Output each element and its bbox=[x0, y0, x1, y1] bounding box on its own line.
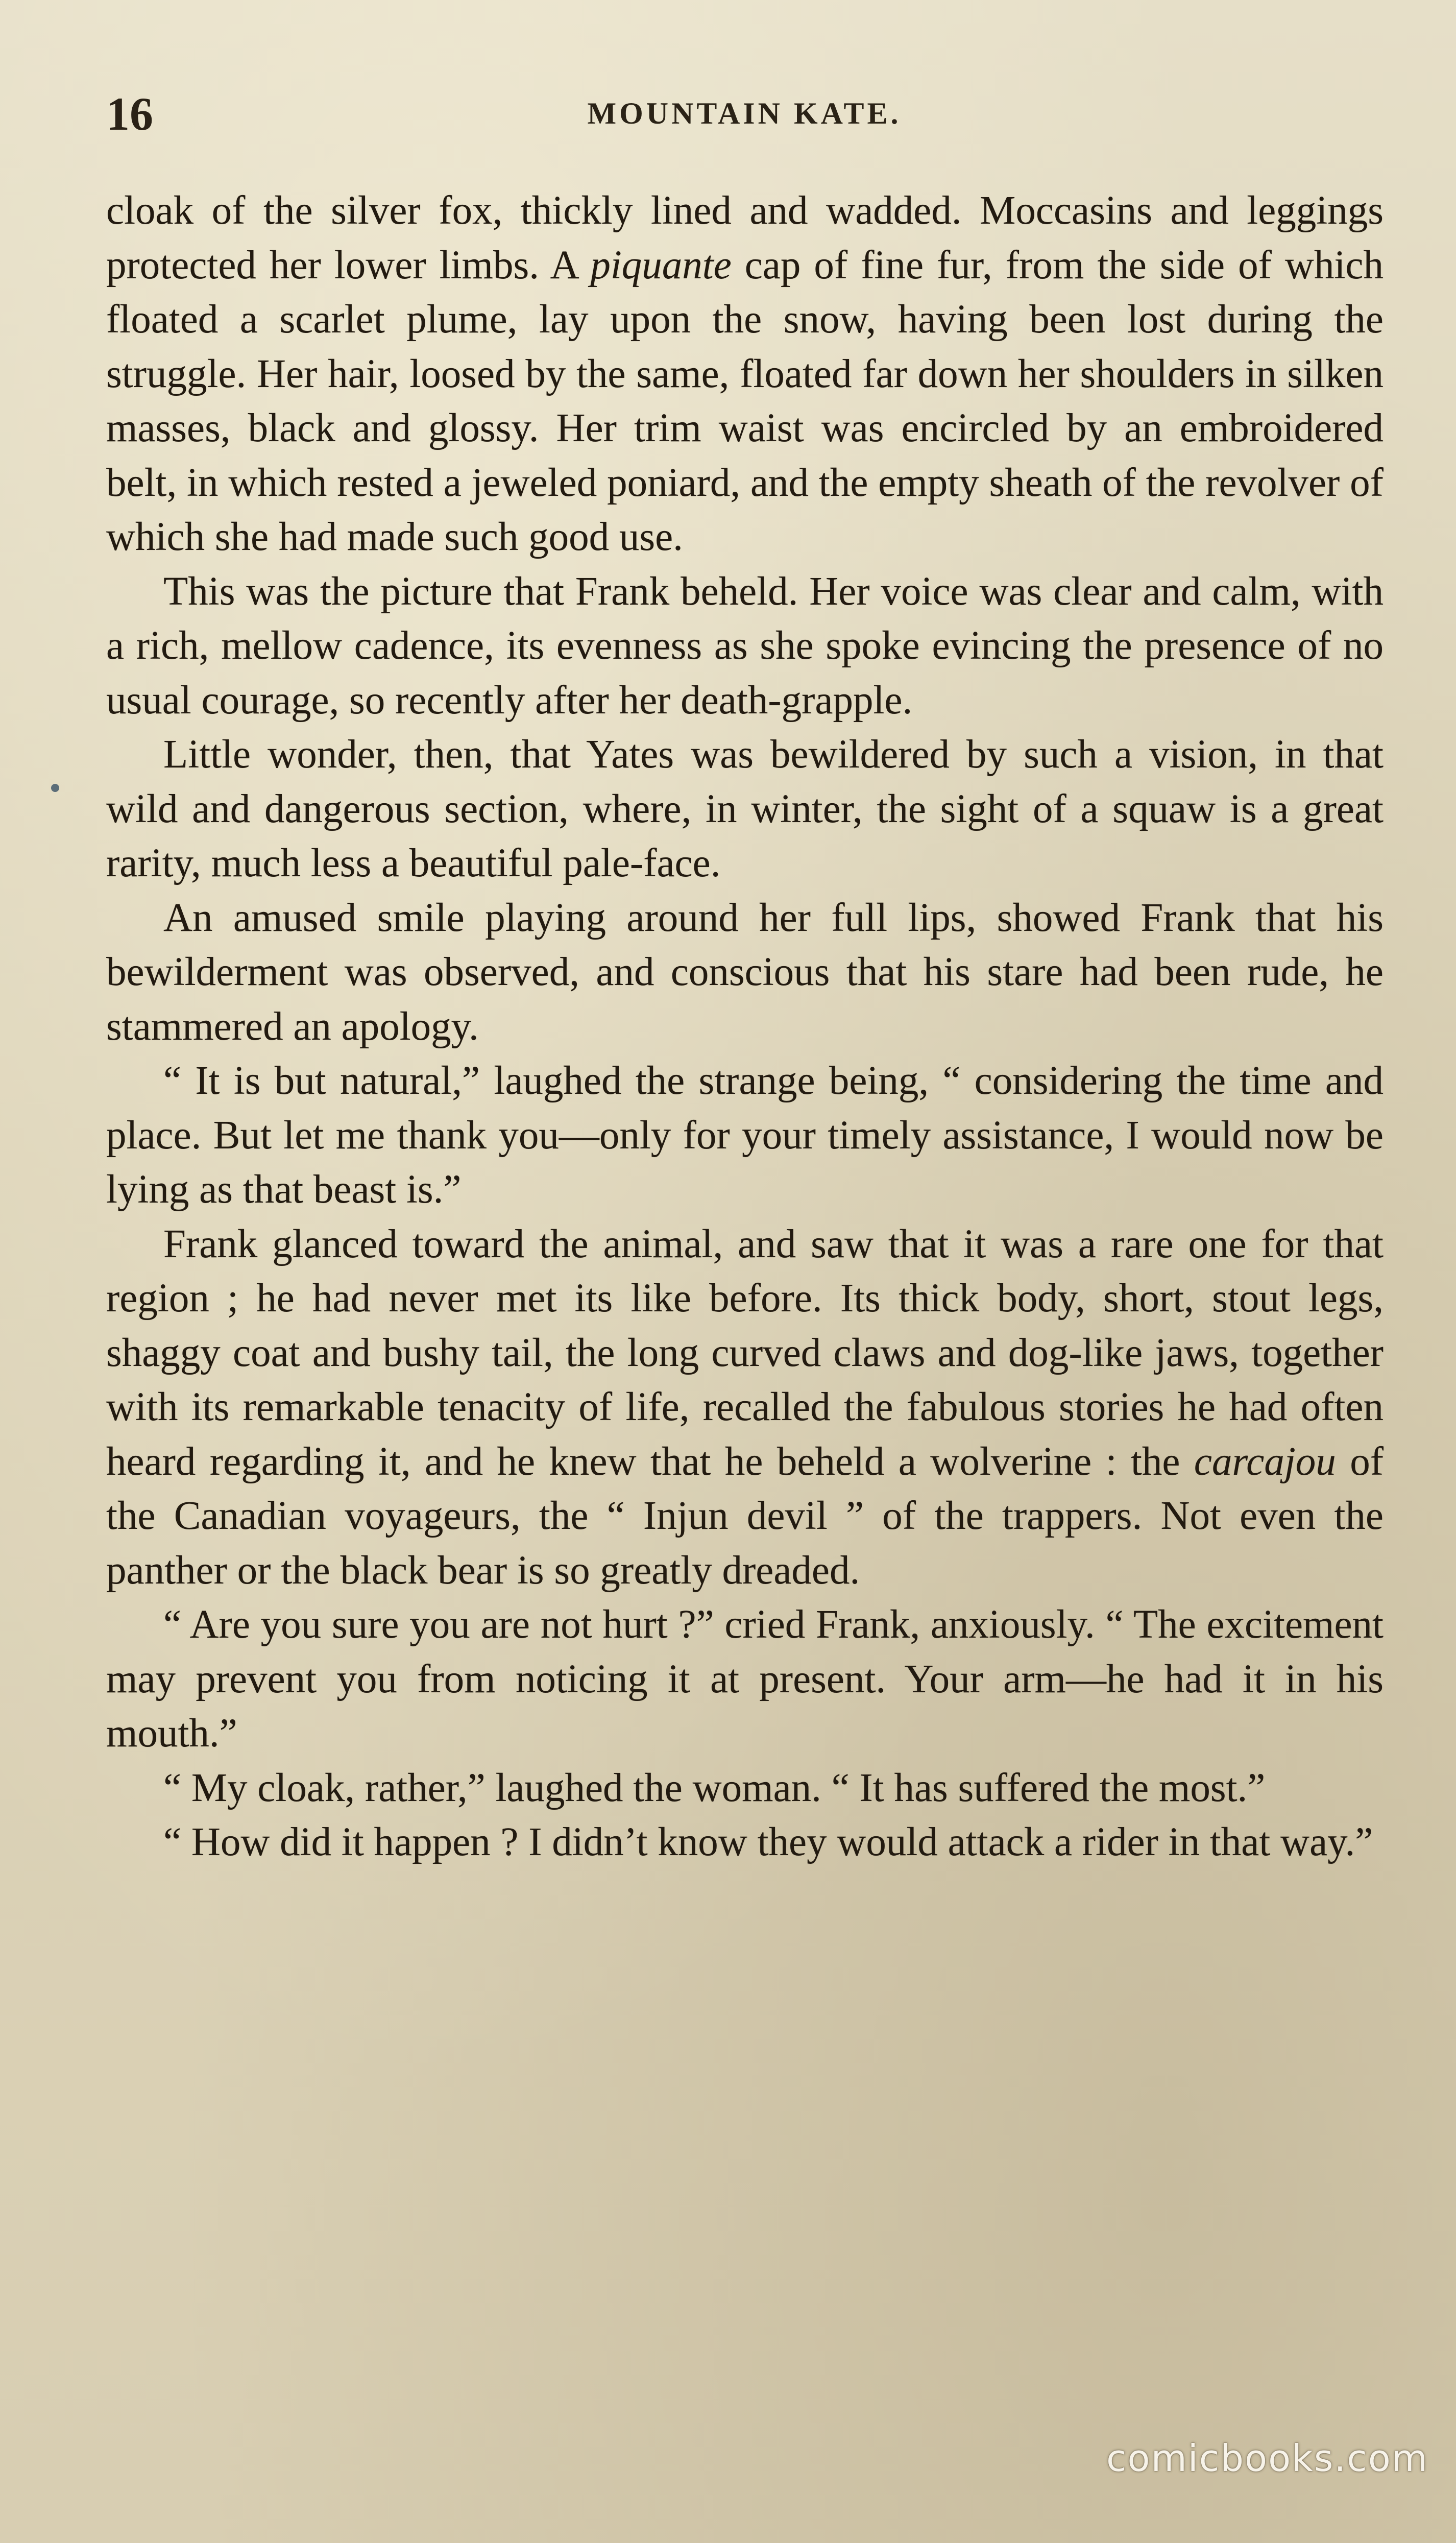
paragraph-text: Little wonder, then, that Yates was bewildered by such a vision, in that wild and dangerous section, where, in winter, the sight of a squaw is a great rarity, much less a beautiful pale-face. bbox=[106, 732, 1384, 885]
paragraph bbox=[106, 565, 1384, 728]
paragraph-text: cap of fine fur, from the side of which floated a scarlet plume, lay upon the snow, having been lost during the struggle. Her hair, loosed by the same, floated far down her shoulders in silken masses, black and glossy. Her trim waist was encircled by an embroidered belt, in which rested a jeweled poniard, and the empty sheath of the revolver of which she had made such good use. bbox=[106, 243, 1384, 559]
paragraph bbox=[106, 1217, 1384, 1598]
paragraph bbox=[106, 1054, 1384, 1217]
body-text bbox=[106, 184, 1384, 1870]
page-header bbox=[106, 87, 1382, 143]
page-number: 16 bbox=[106, 88, 153, 140]
paragraph-text: of the Canadian voyageurs, the “ Injun devil ” of the trappers. Not even the panther or the black bear is so greatly dreaded. bbox=[106, 1439, 1384, 1593]
paragraph-text: This was the picture that Frank beheld. Her voice was clear and calm, with a rich, mellow cadence, its evenness as she spoke evincing the presence of no usual courage, so recently after her death-grapple. bbox=[106, 569, 1384, 723]
paragraph-text: An amused smile playing around her full lips, showed Frank that his bewilderment was observed, and conscious that his stare had been rude, he stammered an apology. bbox=[106, 895, 1384, 1049]
paragraph bbox=[106, 1815, 1384, 1870]
paragraph bbox=[106, 728, 1384, 891]
watermark: comicbooks.com bbox=[1106, 2437, 1428, 2480]
ink-speck bbox=[51, 784, 59, 792]
paragraph-text: “ Are you sure you are not hurt ?” cried Frank, anxiously. “ The excitement may prevent you from noticing it at present. Your arm—he had it in his mouth.” bbox=[106, 1602, 1384, 1756]
paragraph bbox=[106, 1598, 1384, 1761]
italic-text: piquante bbox=[590, 243, 732, 287]
italic-text: carcajou bbox=[1194, 1439, 1336, 1484]
paragraph-text: cloak of the silver fox, thickly lined and wadded. Moccasins and leggings protected her lower limbs. A bbox=[106, 188, 1384, 287]
paragraph bbox=[106, 1761, 1384, 1816]
paragraph-text: “ It is but natural,” laughed the strange being, “ considering the time and place. But let me thank you—only for your timely assistance, I would now be lying as that beast is.” bbox=[106, 1059, 1384, 1212]
paragraph-text: “ My cloak, rather,” laughed the woman. “ It has suffered the most.” bbox=[163, 1765, 1266, 1810]
running-head: MOUNTAIN KATE. bbox=[587, 97, 902, 130]
paragraph-text: Frank glanced toward the animal, and saw that it was a rare one for that region ; he had never met its like before. Its thick body, short, stout legs, shaggy coat and bushy tail, the long curved claws and dog-like jaws, together with its remarkable tenacity of life, recalled the fabulous stories he had often heard regarding it, and he knew that he beheld a wolverine : the bbox=[106, 1221, 1384, 1484]
paragraph bbox=[106, 184, 1384, 565]
paragraph bbox=[106, 891, 1384, 1054]
paragraph-text: “ How did it happen ? I didn’t know they would attack a rider in that way.” bbox=[163, 1820, 1373, 1864]
